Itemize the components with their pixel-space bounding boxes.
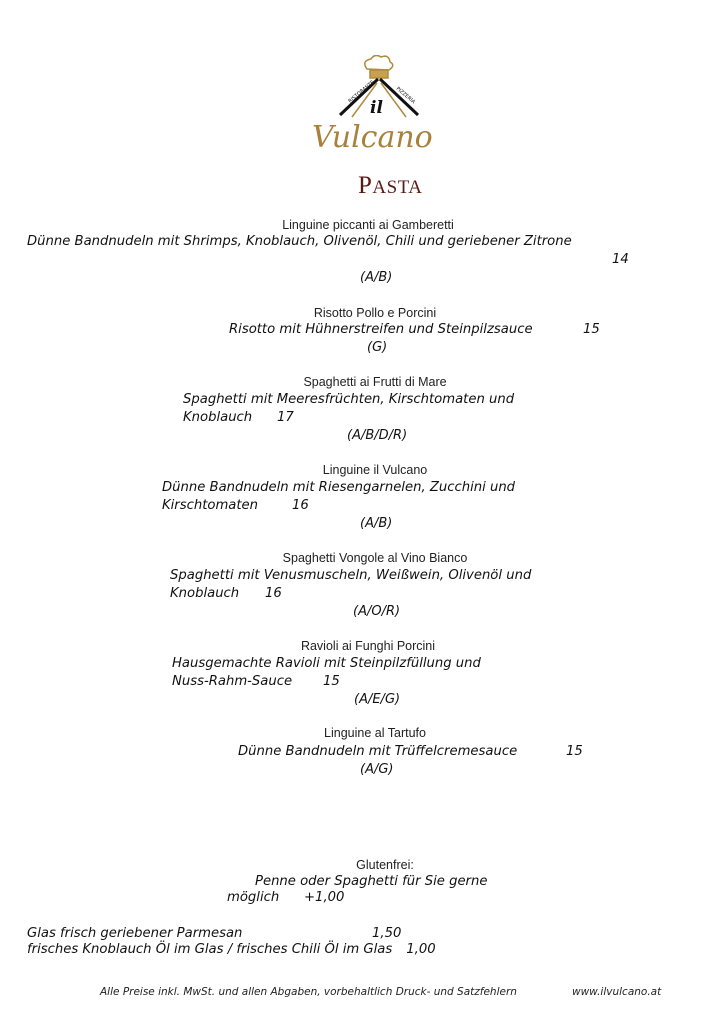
dish-description: Knoblauch <box>170 586 240 601</box>
dish-price: 17 <box>277 410 294 425</box>
dish-description: Kirschtomaten <box>162 498 259 513</box>
svg-text:Vulcano: Vulcano <box>312 120 433 155</box>
dish-description: Dünne Bandnudeln mit Shrimps, Knoblauch, Olivenöl, Chili und geriebener Zitrone <box>27 234 572 249</box>
section-title-initial: P <box>358 172 373 199</box>
dish-name: Spaghetti ai Frutti di Mare <box>303 375 447 389</box>
footer-website[interactable]: www.ilvulcano.at <box>572 986 662 998</box>
dish-price: 15 <box>566 744 583 759</box>
glutenfree-text: Penne oder Spaghetti für Sie gerne <box>255 874 488 889</box>
glutenfree-price: +1,00 <box>304 890 345 905</box>
dish-description: Dünne Bandnudeln mit Trüffelcremesauce <box>238 744 518 759</box>
svg-text:il: il <box>370 98 383 118</box>
dish-allergens: (A/B/D/R) <box>347 428 408 443</box>
dish-allergens: (A/O/R) <box>353 604 401 619</box>
dish-description: Spaghetti mit Meeresfrüchten, Kirschtomaten und <box>183 392 515 407</box>
dish-description: Hausgemachte Ravioli mit Steinpilzfüllung und <box>172 656 481 671</box>
dish-allergens: (A/G) <box>360 762 394 777</box>
extra-price: 1,00 <box>406 942 436 957</box>
extra-item: frisches Knoblauch Öl im Glas / frisches Chili Öl im Glas <box>27 942 393 957</box>
footer-note: Alle Preise inkl. MwSt. und allen Abgaben, vorbehaltlich Druck- und Satzfehlern <box>100 986 517 998</box>
dish-price: 15 <box>323 674 340 689</box>
dish-name: Linguine il Vulcano <box>322 463 428 477</box>
extra-price: 1,50 <box>372 926 402 941</box>
dish-description: Spaghetti mit Venusmuscheln, Weißwein, Olivenöl und <box>170 568 532 583</box>
section-title-rest: ASTA <box>372 177 423 198</box>
dish-allergens: (A/E/G) <box>354 692 401 707</box>
dish-name: Spaghetti Vongole al Vino Bianco <box>282 551 468 565</box>
dish-allergens: (A/B) <box>360 270 393 285</box>
glutenfree-label: Glutenfrei: <box>356 858 414 872</box>
dish-price: 14 <box>612 252 629 267</box>
dish-description: Knoblauch <box>183 410 253 425</box>
dish-price: 16 <box>265 586 282 601</box>
dish-allergens: (A/B) <box>360 516 393 531</box>
section-title <box>358 172 423 200</box>
restaurant-logo <box>300 55 460 155</box>
extra-row <box>27 942 436 957</box>
glutenfree-text: möglich <box>227 890 280 905</box>
dish-allergens: (G) <box>367 340 388 355</box>
dish-price: 16 <box>292 498 309 513</box>
dish-name: Ravioli ai Funghi Porcini <box>300 639 436 653</box>
dish-name: Risotto Pollo e Porcini <box>313 306 437 320</box>
dish-name: Linguine piccanti ai Gamberetti <box>282 218 454 232</box>
svg-text:RISTORANTE: RISTORANTE <box>347 79 376 105</box>
dish-name: Linguine al Tartufo <box>324 726 426 740</box>
dish-price: 15 <box>583 322 600 337</box>
dish-description: Risotto mit Hühnerstreifen und Steinpilzsauce <box>229 322 533 337</box>
svg-text:PIZZERIA: PIZZERIA <box>394 85 417 106</box>
dish-description: Nuss-Rahm-Sauce <box>172 674 293 689</box>
dish-description: Dünne Bandnudeln mit Riesengarnelen, Zucchini und <box>162 480 516 495</box>
extra-item: Glas frisch geriebener Parmesan <box>27 926 243 941</box>
